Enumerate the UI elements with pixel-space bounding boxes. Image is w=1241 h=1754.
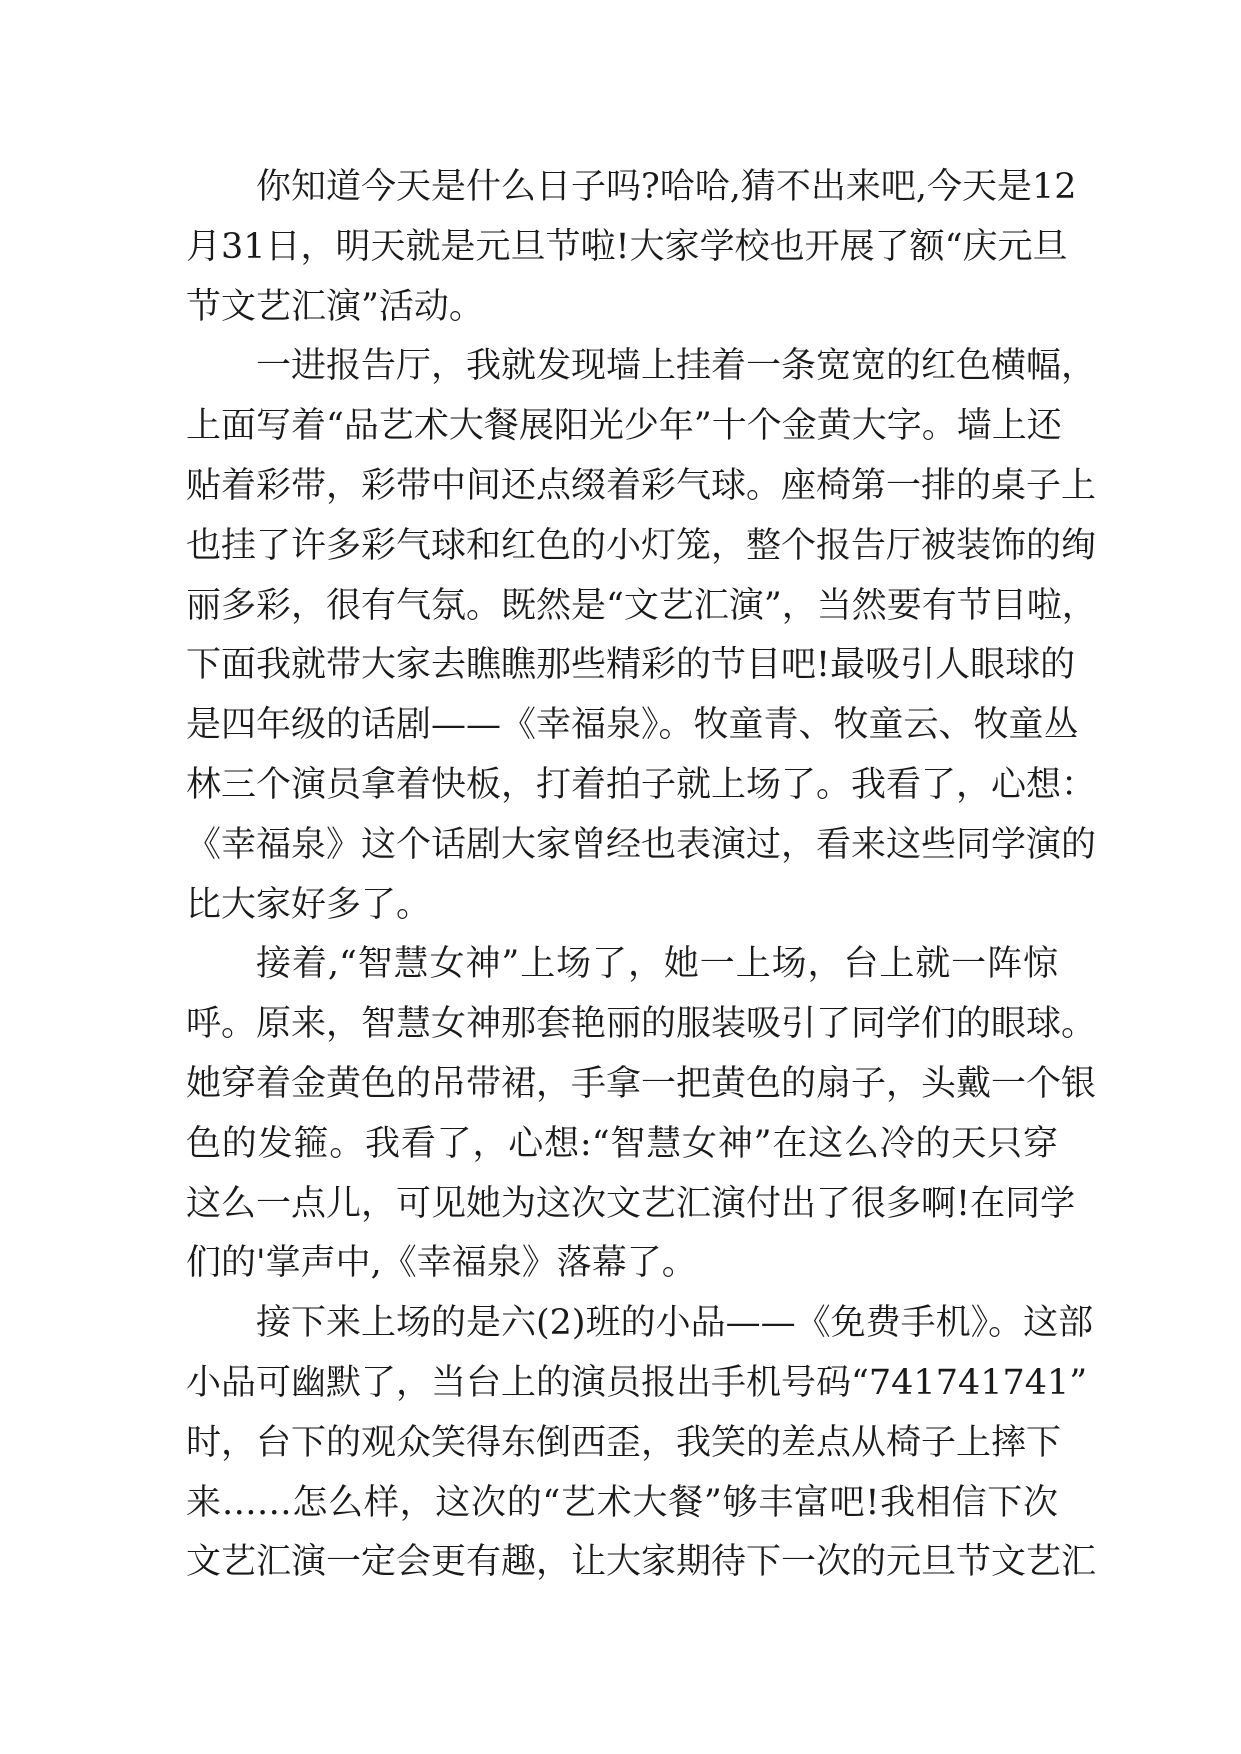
text-line: 接下来上场的是六(2)班的小品——《免费手机》。这部 bbox=[256, 1303, 1094, 1344]
text-line: 比大家好多了。 bbox=[186, 884, 432, 925]
text-line: 色的发箍。我看了，心想:“智慧女神”在这么冷的天只穿 bbox=[186, 1123, 1058, 1164]
text-line: 时，台下的观众笑得东倒西歪，我笑的差点从椅子上摔下 bbox=[186, 1422, 1062, 1463]
text-line: 贴着彩带，彩带中间还点缀着彩气球。座椅第一排的桌子上 bbox=[186, 465, 1097, 506]
text-line: 这么一点儿，可见她为这次文艺汇演付出了很多啊!在同学 bbox=[186, 1183, 1076, 1224]
text-line: 她穿着金黄色的吊带裙，手拿一把黄色的扇子，头戴一个银 bbox=[186, 1063, 1097, 1104]
paragraph-1 bbox=[186, 158, 1077, 337]
text-line: 一进报告厅，我就发现墙上挂着一条宽宽的红色横幅， bbox=[256, 346, 1097, 387]
paragraph-4 bbox=[186, 1294, 1097, 1593]
text-line: 接着,“智慧女神”上场了，她一上场，台上就一阵惊 bbox=[256, 944, 1058, 985]
text-line: 文艺汇演一定会更有趣，让大家期待下一次的元旦节文艺汇 bbox=[186, 1542, 1097, 1583]
text-line: 下面我就带大家去瞧瞧那些精彩的节目吧!最吸引人眼球的 bbox=[186, 645, 1076, 686]
text-line: 丽多彩，很有气氛。既然是“文艺汇演”，当然要有节目啦， bbox=[186, 585, 1097, 626]
text-line: 们的'掌声中,《幸福泉》落幕了。 bbox=[186, 1243, 697, 1284]
paragraph-2 bbox=[186, 337, 1097, 935]
text-line: 《幸福泉》这个话剧大家曾经也表演过，看来这些同学演的 bbox=[186, 824, 1097, 865]
text-line: 也挂了许多彩气球和红色的小灯笼，整个报告厅被装饰的绚 bbox=[186, 525, 1097, 566]
text-line: 月31日，明天就是元旦节啦!大家学校也开展了额“庆元旦 bbox=[186, 226, 1068, 267]
text-line: 你知道今天是什么日子吗?哈哈,猜不出来吧,今天是12 bbox=[256, 167, 1077, 207]
text-line: 呼。原来，智慧女神那套艳丽的服装吸引了同学们的眼球。 bbox=[186, 1004, 1097, 1045]
essay-body bbox=[186, 158, 1097, 1593]
text-line: 林三个演员拿着快板，打着拍子就上场了。我看了，心想： bbox=[186, 764, 1097, 805]
paragraph-3 bbox=[186, 935, 1097, 1294]
text-line: 是四年级的话剧——《幸福泉》。牧童青、牧童云、牧童丛 bbox=[186, 705, 1079, 746]
text-line: 来……怎么样，这次的“艺术大餐”够丰富吧!我相信下次 bbox=[186, 1482, 1058, 1523]
text-line: 上面写着“品艺术大餐展阳光少年”十个金黄大字。墙上还 bbox=[186, 406, 1062, 447]
text-line: 小品可幽默了，当台上的演员报出手机号码“741741741” bbox=[186, 1362, 1088, 1403]
text-line: 节文艺汇演”活动。 bbox=[186, 286, 484, 327]
